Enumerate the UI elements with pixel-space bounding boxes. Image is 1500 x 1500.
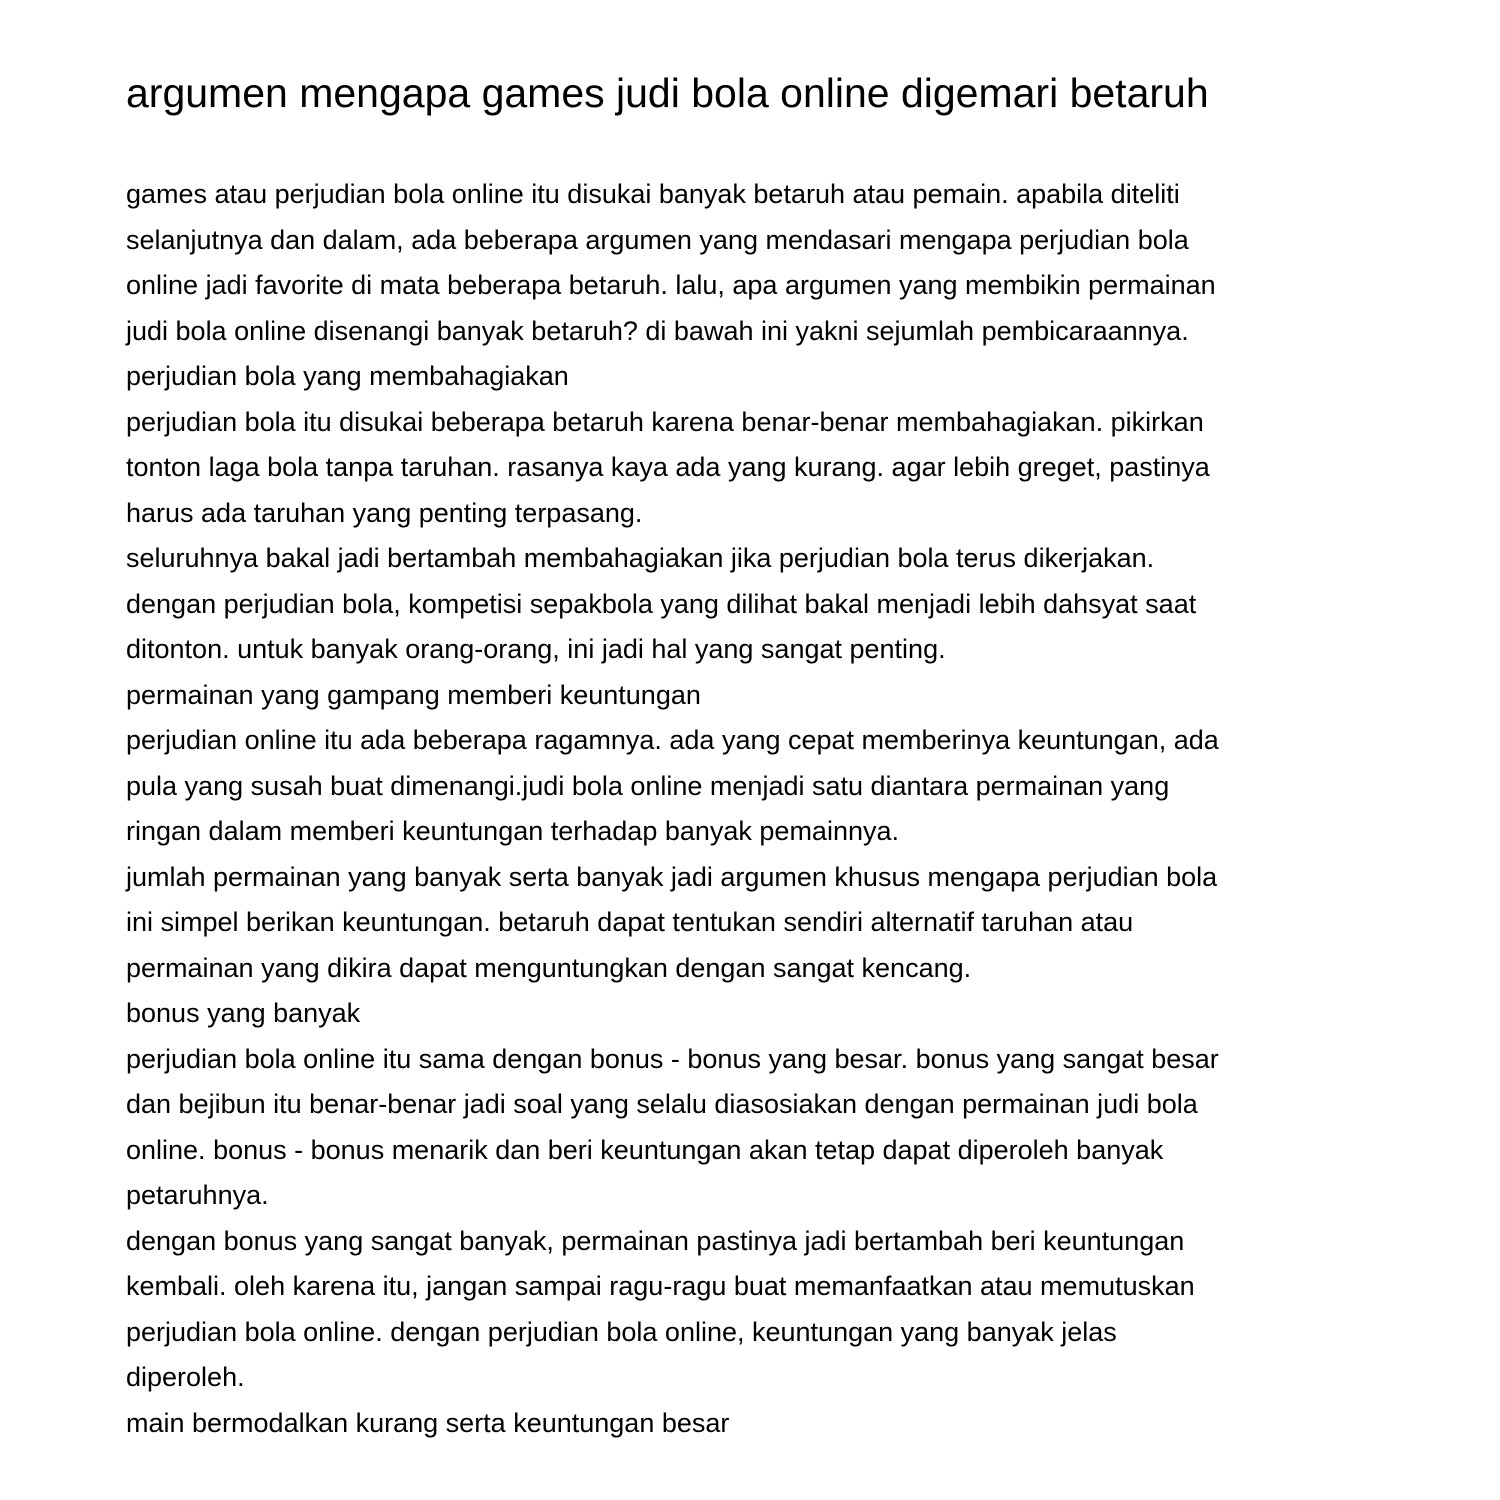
body-line: petaruhnya.	[126, 1180, 269, 1210]
body-line: diperoleh.	[126, 1362, 245, 1392]
body-line: dan bejibun itu benar-benar jadi soal yang selalu diasosiakan dengan permainan judi bola	[126, 1089, 1198, 1119]
body-line: online jadi favorite di mata beberapa betaruh. lalu, apa argumen yang membikin permainan	[126, 270, 1216, 300]
body-line: games atau perjudian bola online itu disukai banyak betaruh atau pemain. apabila diteliti	[126, 179, 1180, 209]
body-line: ringan dalam memberi keuntungan terhadap banyak pemainnya.	[126, 816, 899, 846]
body-line: perjudian bola online. dengan perjudian bola online, keuntungan yang banyak jelas	[126, 1316, 1117, 1347]
body-line: selanjutnya dan dalam, ada beberapa argumen yang mendasari mengapa perjudian bola	[126, 224, 1189, 255]
body-line: perjudian bola itu disukai beberapa betaruh karena benar-benar membahagiakan. pikirkan	[126, 406, 1204, 437]
section-heading: bonus yang banyak	[126, 998, 361, 1028]
body-line: perjudian online itu ada beberapa ragamnya. ada yang cepat memberinya keuntungan, ada	[126, 725, 1219, 755]
body-line: online. bonus - bonus menarik dan beri keuntungan akan tetap dapat diperoleh banyak	[126, 1134, 1164, 1165]
section-heading: perjudian bola yang membahagiakan	[126, 361, 569, 391]
body-line: permainan yang dikira dapat menguntungkan dengan sangat kencang.	[126, 952, 972, 983]
body-line: perjudian bola online itu sama dengan bonus - bonus yang besar. bonus yang sangat besar	[126, 1043, 1219, 1074]
body-line: ditonton. untuk banyak orang-orang, ini jadi hal yang sangat penting.	[126, 634, 946, 664]
body-line: dengan bonus yang sangat banyak, permainan pastinya jadi bertambah beri keuntungan	[126, 1225, 1185, 1256]
body-line: kembali. oleh karena itu, jangan sampai ragu-ragu buat memanfaatkan atau memutuskan	[126, 1271, 1195, 1301]
section-heading: permainan yang gampang memberi keuntungan	[126, 679, 701, 710]
body-line: dengan perjudian bola, kompetisi sepakbola yang dilihat bakal menjadi lebih dahsyat saat	[126, 588, 1197, 619]
document-page	[126, 62, 1386, 1446]
body-line: pula yang susah buat dimenangi.judi bola online menjadi satu diantara permainan yang	[126, 770, 1170, 801]
body-line: ini simpel berikan keuntungan. betaruh dapat tentukan sendiri alternatif taruhan atau	[126, 907, 1134, 937]
body-line: jumlah permainan yang banyak serta banyak jadi argumen khusus mengapa perjudian bola	[126, 861, 1218, 892]
document-body	[126, 172, 1386, 1446]
document-title: argumen mengapa games judi bola online digemari betaruh	[126, 70, 1209, 116]
body-line: tonton laga bola tanpa taruhan. rasanya kaya ada yang kurang. agar lebih greget, pastinya	[126, 452, 1210, 482]
body-line: judi bola online disenangi banyak betaruh? di bawah ini yakni sejumlah pembicaraannya.	[126, 315, 1189, 346]
body-line: seluruhnya bakal jadi bertambah membahagiakan jika perjudian bola terus dikerjakan.	[126, 543, 1155, 573]
section-heading: main bermodalkan kurang serta keuntungan besar	[126, 1407, 730, 1438]
body-line: harus ada taruhan yang penting terpasang.	[126, 497, 643, 528]
